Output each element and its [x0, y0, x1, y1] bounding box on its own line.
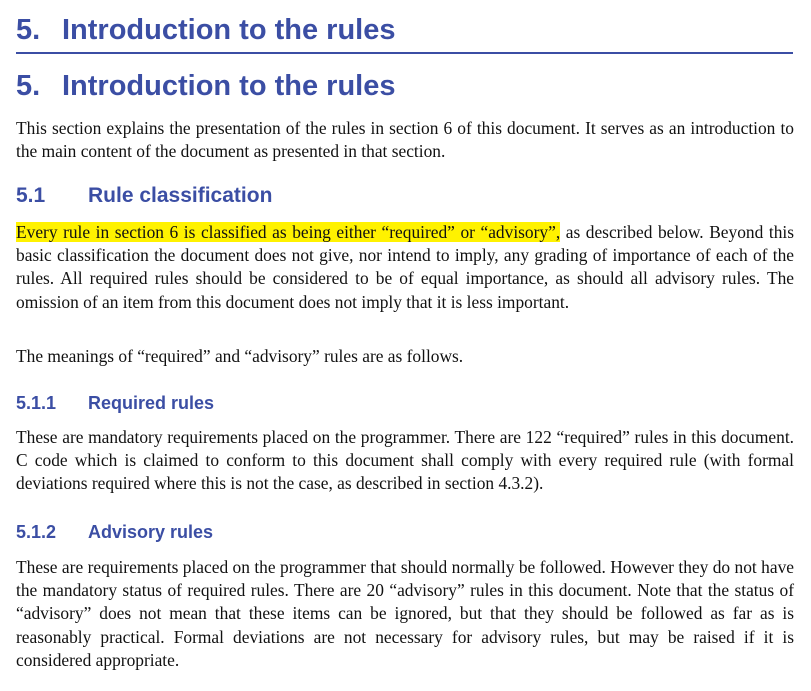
required-rules-paragraph: These are mandatory requirements placed on the programmer. There are 122 “required” rules in this document. C code which is claimed to conform to this document shall comply with every required rule (with formal deviations required where this is not the case, as described in section 4.3.2). [16, 427, 794, 494]
title-top-number: 5. [16, 14, 41, 46]
intro-paragraph: This section explains the presentation of the rules in section 6 of this document. It serves as an introduction to the main content of the document as presented in that section. [16, 118, 794, 162]
section-5-1-2-number: 5.1.2 [16, 522, 57, 542]
section-heading-5-1-1 [16, 393, 214, 414]
page-title [16, 70, 396, 103]
section-5-1-2-title: Advisory rules [88, 522, 214, 542]
classification-text: as described below. Beyond this basic classification the document does not give, nor intend to imply, any grading of importance of each of the rules. All required rules should be considered to be of equal importance, as should all advisory rules. The omission of an item from this document does not imply that it is less important. [16, 222, 794, 312]
title-underline [16, 52, 793, 54]
meanings-paragraph: The meanings of “required” and “advisory” rules are as follows. [16, 346, 464, 366]
title-text: Introduction to the rules [62, 70, 396, 102]
page-title-top [16, 14, 396, 47]
section-5-1-1-number: 5.1.1 [16, 393, 57, 413]
section-heading-5-1-2 [16, 522, 213, 543]
title-number: 5. [16, 70, 41, 102]
section-5-1-1-title: Required rules [88, 393, 215, 413]
section-heading-5-1 [16, 184, 272, 208]
section-5-1-title: Rule classification [88, 184, 273, 207]
section-5-1-number: 5.1 [16, 184, 46, 207]
classification-paragraph [16, 221, 794, 314]
highlighted-text: Every rule in section 6 is classified as being either “required” or “advisory”, [16, 222, 561, 242]
title-top-text: Introduction to the rules [62, 14, 396, 46]
advisory-rules-paragraph: These are requirements placed on the programmer that should normally be followed. However they do not have the mandatory status of required rules. There are 20 “advisory” rules in this document. Note that the status of “advisory” does not mean that these items can be ignored, but that they should be followed as far as is reasonably practical. Formal deviations are not necessary for advisory rules, but may be raised if it is considered appropriate. [16, 557, 794, 670]
